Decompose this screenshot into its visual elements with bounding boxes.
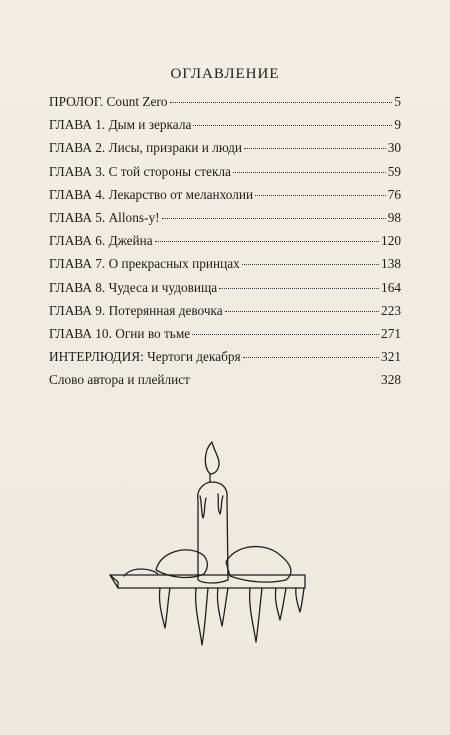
dot-leader (233, 172, 386, 173)
toc-entry (49, 256, 401, 279)
toc-entry-page: 223 (381, 302, 401, 318)
toc-entry-label: ГЛАВА 10. Огни во тьме (49, 325, 191, 341)
dot-leader (244, 148, 386, 149)
toc-entry (49, 140, 401, 163)
snow-mound-left (156, 550, 207, 577)
toc-entry-label: Слово автора и плейлист (49, 372, 190, 388)
toc-entry-page: 120 (381, 233, 401, 249)
toc-entry-page: 98 (387, 209, 401, 225)
icicle (296, 588, 304, 612)
toc-entry (49, 210, 401, 233)
toc-entry-page: 30 (387, 140, 401, 156)
icicle (196, 588, 208, 645)
toc-entry (49, 280, 401, 303)
toc-entry-label: ГЛАВА 2. Лисы, призраки и люди (49, 140, 242, 156)
toc-entry-page: 5 (394, 94, 401, 109)
icicle (250, 588, 262, 642)
toc-entry (49, 303, 401, 326)
candle-body (198, 482, 228, 583)
toc-entry-label: ГЛАВА 3. С той стороны стекла (49, 163, 231, 179)
dot-leader (243, 357, 379, 358)
icicle (159, 588, 170, 628)
page-title: ОГЛАВЛЕНИЕ (170, 66, 280, 82)
toc-entry-label: ПРОЛОГ. Count Zero (49, 94, 168, 109)
dot-leader (255, 195, 386, 196)
toc-entry-page: 76 (387, 186, 401, 202)
icicle (217, 588, 228, 626)
icicle (275, 588, 286, 620)
dot-leader (193, 125, 392, 126)
dot-leader (219, 288, 379, 289)
toc-entry-label: ГЛАВА 4. Лекарство от меланхолии (49, 186, 254, 202)
dot-leader (155, 241, 379, 242)
toc-entry (49, 233, 401, 256)
candle-illustration (100, 430, 320, 680)
toc-entry (49, 349, 401, 372)
toc-entry-page: 138 (381, 256, 401, 272)
toc-entry-page: 59 (387, 163, 401, 179)
toc-entry-label: ИНТЕРЛЮДИЯ: Чертоги декабря (49, 349, 241, 365)
toc-entry-page: 9 (394, 117, 401, 133)
toc-entry (49, 326, 401, 349)
dot-leader (162, 218, 386, 219)
toc-entry (49, 94, 401, 117)
toc-entry-page: 321 (381, 349, 401, 365)
table-of-contents (49, 94, 401, 395)
toc-entry-page: 328 (381, 372, 401, 388)
dot-leader (225, 311, 379, 312)
dot-leader (242, 264, 379, 265)
dot-leader (192, 334, 379, 335)
flame-icon (205, 442, 219, 474)
toc-entry-label: ГЛАВА 9. Потерянная девочка (49, 302, 223, 318)
toc-entry (49, 164, 401, 187)
dot-leader (170, 102, 393, 103)
snow-mound-right (226, 547, 291, 583)
toc-entry-page: 271 (381, 325, 401, 341)
toc-entry-label: ГЛАВА 1. Дым и зеркала (49, 117, 192, 133)
toc-entry-page: 164 (381, 279, 401, 295)
toc-entry-label: ГЛАВА 6. Джейна (49, 233, 153, 249)
toc-entry (49, 187, 401, 210)
toc-entry (49, 372, 401, 395)
toc-entry-label: ГЛАВА 7. О прекрасных принцах (49, 256, 240, 272)
toc-entry-label: ГЛАВА 5. Allons-y! (49, 209, 160, 225)
toc-entry (49, 117, 401, 140)
toc-entry-label: ГЛАВА 8. Чудеса и чудовища (49, 279, 218, 295)
